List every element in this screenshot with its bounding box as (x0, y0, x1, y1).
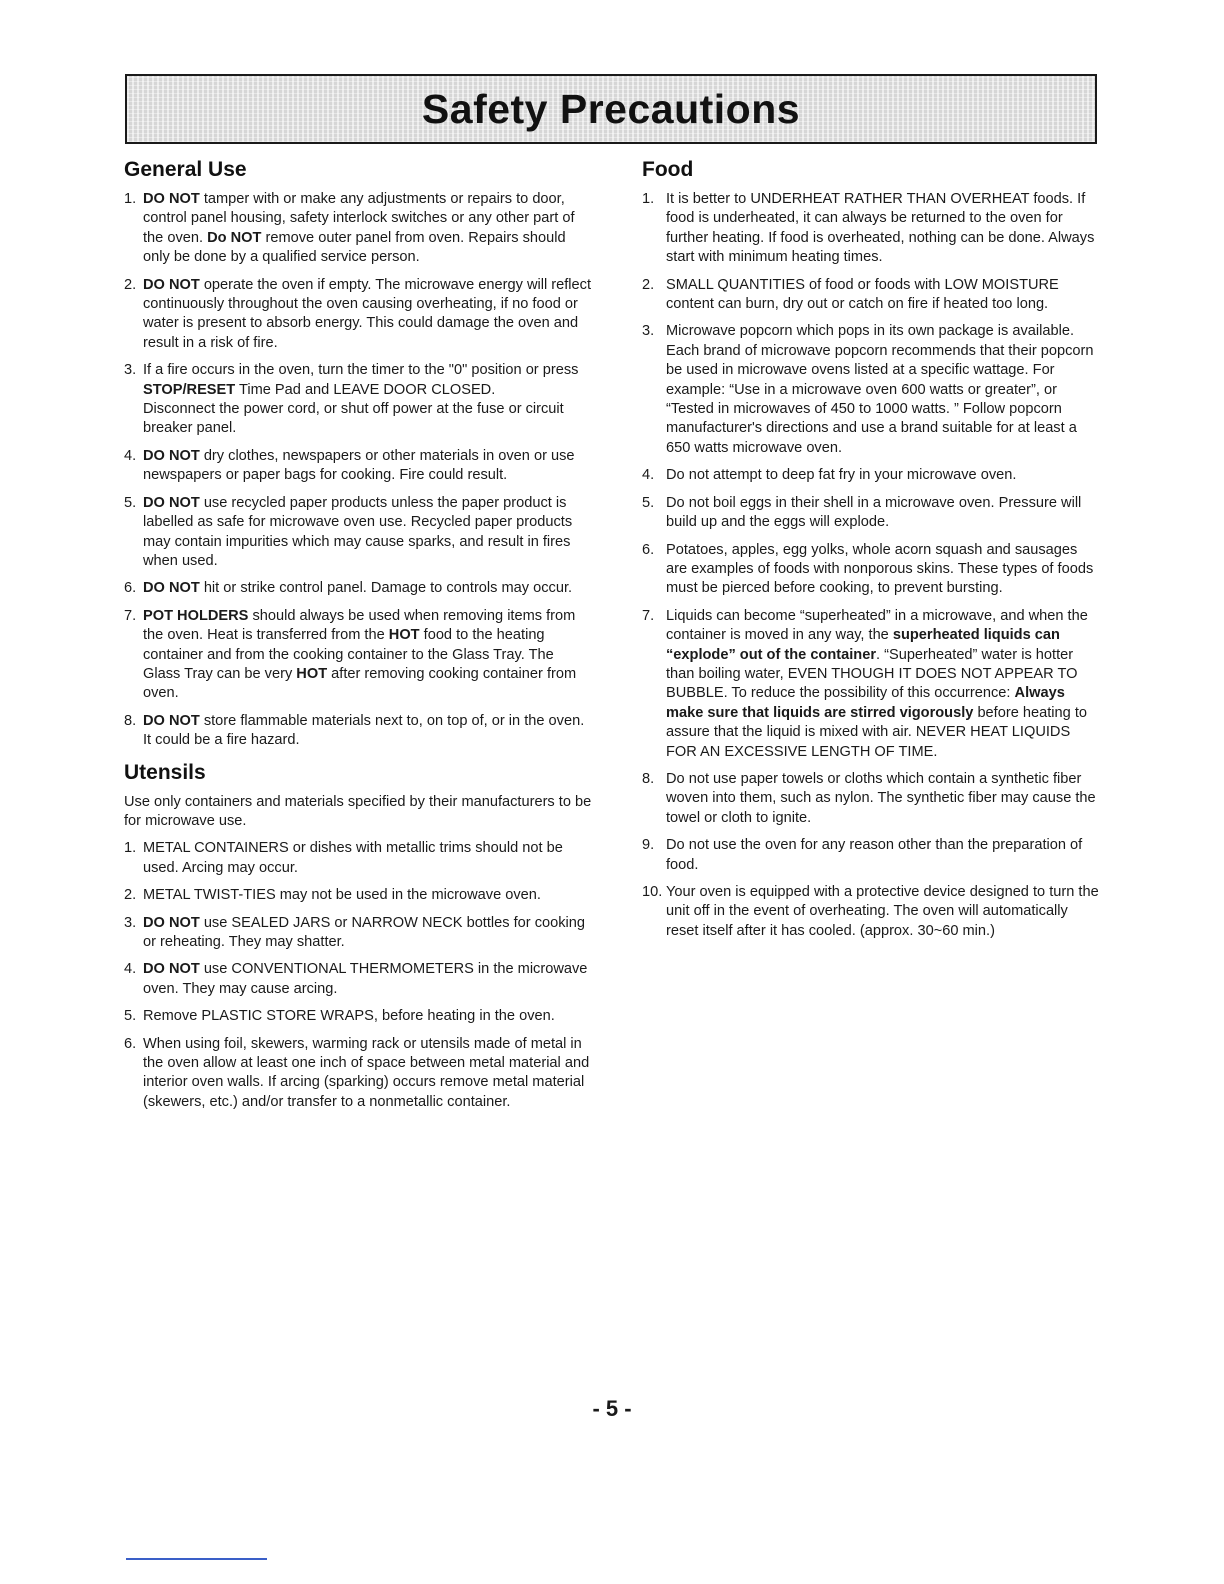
list-item (642, 541, 1102, 599)
emphasis-text: DO NOT (143, 914, 200, 931)
emphasis-text: DO NOT (143, 191, 200, 207)
item-text: Do not use the oven for any reason other than the preparation of food. (666, 837, 1083, 873)
list-item (642, 322, 1102, 458)
general-use-section (124, 158, 594, 751)
item-text: use recycled paper products unless the paper product is labelled as safe for microwave oven use. Recycled paper products may contain impurities which may cause sparks, and result in fires when used. (143, 494, 573, 569)
item-number: 5. (124, 1008, 137, 1025)
emphasis-text: DO NOT (143, 712, 200, 729)
item-number: 7. (642, 607, 655, 624)
item-number: 2. (124, 887, 137, 904)
item-text: Do not use paper towels or cloths which contain a synthetic fiber woven into them, such as nylon. The synthetic fiber may cause the towel or cloth to ignite. (666, 770, 1096, 826)
item-text: Microwave popcorn which pops in its own package is available. Each brand of microwave popcorn recommends that their popcorn be used in microwave ovens listed at a specific wattage. For example: “Use in a microwave oven 600 watts or greater”, or “Tested in microwaves of 450 to 1000 watts. ” Follow popcorn manufacturer's directions and use a brand suitable for at least a 650 watts microwave oven. (666, 323, 1094, 456)
utensils-section (124, 761, 594, 1113)
emphasis-text: Do NOT (207, 229, 262, 246)
item-text: It is better to UNDERHEAT RATHER THAN OVERHEAT foods. If food is underheated, it can always be returned to the oven for further heating. If food is overheated, nothing can be done. Always start with minimum heating times. (666, 191, 1095, 266)
list-item (642, 190, 1102, 268)
item-text: When using foil, skewers, warming rack or utensils made of metal in the oven allow at least one inch of space between metal material and interior oven walls. If arcing (sparking) occurs remove metal material (skewers, etc.) and/or transfer to a nonmetallic container. (143, 1035, 590, 1110)
item-text: remove outer panel from oven. Repairs should only be done by a qualified service person. (143, 229, 566, 266)
item-text: METAL CONTAINERS or dishes with metallic trims should not be used. Arcing may occur. (143, 840, 563, 876)
item-text: should always be used when removing items from the oven. Heat is transferred from the (143, 607, 576, 644)
list-item (124, 1007, 594, 1026)
emphasis-text: DO NOT (143, 494, 200, 511)
page-number: - 5 - (592, 1396, 632, 1421)
food-section (642, 158, 1102, 941)
item-text: use CONVENTIONAL THERMOMETERS in the microwave oven. They may cause arcing. (143, 961, 588, 997)
item-number: 6. (124, 1035, 137, 1052)
list-item (124, 960, 594, 999)
utensils-intro: Use only containers and materials specified by their manufacturers to be for microwave use. (124, 793, 592, 829)
item-text: operate the oven if empty. The microwave energy will reflect continuously throughout the oven causing overheating, if no food or water is present to absorb energy. This could damage the oven and result in a risk of fire. (143, 276, 592, 351)
item-text: Disconnect the power cord, or shut off power at the fuse or circuit breaker panel. (143, 401, 564, 437)
list-item (124, 914, 594, 953)
list-item (642, 466, 1102, 485)
item-number: 9. (642, 837, 655, 854)
item-number: 1. (124, 191, 137, 207)
item-number: 8. (642, 770, 655, 787)
item-number: 1. (124, 840, 137, 857)
item-text: SMALL QUANTITIES of food or foods with LOW MOISTURE content can burn, dry out or catch on fire if heated too long. (666, 276, 1059, 313)
item-number: 4. (124, 447, 137, 464)
list-item (124, 494, 594, 572)
item-text: Your oven is equipped with a protective device designed to turn the unit off in the event of overheating. The oven will automatically reset itself after it has cooled. (approx. 30~60 min.) (666, 884, 1099, 939)
item-text: If a fire occurs in the oven, turn the timer to the "0" position or press (143, 362, 579, 379)
list-item (642, 836, 1102, 875)
emphasis-text: HOT (296, 665, 328, 682)
item-text: after removing cooking container from oven. (143, 665, 577, 702)
emphasis-text: POT HOLDERS (143, 607, 249, 624)
title-banner (125, 74, 1097, 144)
list-item (642, 770, 1102, 828)
item-text: Time Pad and LEAVE DOOR CLOSED. (235, 381, 496, 398)
list-item (642, 494, 1102, 533)
list-item (642, 276, 1102, 315)
emphasis-text: DO NOT (143, 961, 200, 978)
item-number: 3. (124, 362, 137, 379)
list-item (124, 886, 594, 905)
emphasis-text: Always make sure that liquids are stirred vigorously (666, 685, 1065, 721)
emphasis-text: DO NOT (143, 580, 200, 597)
list-item (124, 579, 594, 598)
item-text: Do not boil eggs in their shell in a microwave oven. Pressure will build up and the eggs will explode. (666, 494, 1082, 531)
list-item (124, 1035, 594, 1113)
emphasis-text: HOT (388, 627, 420, 644)
item-number: 6. (642, 541, 655, 558)
list-item (124, 447, 594, 486)
item-text: food to the heating container and from the cooking container to the Glass Tray. The Glass Tray can be very (143, 627, 554, 682)
item-number: 3. (124, 914, 137, 931)
item-text: dry clothes, newspapers or other materials in oven or use newspapers or paper bags for cooking. Fire could result. (143, 447, 575, 484)
general-use-heading: General Use (124, 158, 247, 181)
item-number: 6. (124, 580, 137, 597)
list-item (642, 883, 1102, 941)
footer-rule (126, 1558, 267, 1560)
emphasis-text: STOP/RESET (143, 381, 236, 398)
emphasis-text: superheated liquids can “explode” out of the container (666, 627, 1060, 663)
item-number: 3. (642, 323, 655, 340)
utensils-list (124, 839, 594, 1112)
item-number: 5. (642, 494, 655, 511)
item-number: 8. (124, 712, 137, 729)
item-text: use SEALED JARS or NARROW NECK bottles for cooking or reheating. They may shatter. (143, 914, 586, 950)
list-item (124, 190, 594, 268)
emphasis-text: DO NOT (143, 276, 200, 293)
item-text: Potatoes, apples, egg yolks, whole acorn squash and sausages are examples of foods with nonporous skins. These types of foods must be pierced before cooking, to prevent bursting. (666, 541, 1094, 597)
left-column (124, 158, 594, 1120)
list-item (642, 607, 1102, 762)
item-text: tamper with or make any adjustments or repairs to door, control panel housing, safety interlock switches or any other part of the oven. (143, 191, 575, 246)
utensils-heading: Utensils (124, 760, 206, 784)
list-item (124, 276, 594, 354)
list-item (124, 839, 594, 878)
list-item (124, 361, 594, 439)
general-use-list (124, 190, 594, 751)
item-number: 5. (124, 494, 137, 511)
item-text: before heating to assure that the liquid is mixed with air. NEVER HEAT LIQUIDS FOR AN EXCESSIVE LENGTH OF TIME. (666, 704, 1087, 760)
item-number: 2. (124, 276, 137, 293)
item-number: 4. (124, 961, 137, 978)
food-heading: Food (642, 158, 694, 181)
list-item (124, 712, 594, 751)
list-item (124, 607, 594, 704)
right-column (642, 158, 1102, 949)
item-number: 7. (124, 607, 137, 624)
item-number: 10. (642, 884, 663, 900)
item-text: Remove PLASTIC STORE WRAPS, before heating in the oven. (143, 1008, 555, 1025)
item-text: store flammable materials next to, on top of, or in the oven. It could be a fire hazard. (143, 712, 585, 749)
food-list (642, 190, 1102, 941)
item-text: . “Superheated” water is hotter than boiling water, EVEN THOUGH IT DOES NOT APPEAR TO BUBBLE. To reduce the possibility of this occurrence: (666, 646, 1078, 702)
item-text: Do not attempt to deep fat fry in your microwave oven. (666, 467, 1017, 484)
item-number: 4. (642, 467, 655, 484)
item-text: hit or strike control panel. Damage to controls may occur. (199, 580, 573, 597)
emphasis-text: DO NOT (143, 447, 200, 464)
item-text: Liquids can become “superheated” in a microwave, and when the container is moved in any way, the (666, 607, 1088, 644)
item-text: METAL TWIST-TIES may not be used in the microwave oven. (143, 887, 541, 904)
item-number: 2. (642, 276, 655, 293)
item-number: 1. (642, 191, 655, 207)
page-title: Safety Precautions (421, 85, 801, 132)
